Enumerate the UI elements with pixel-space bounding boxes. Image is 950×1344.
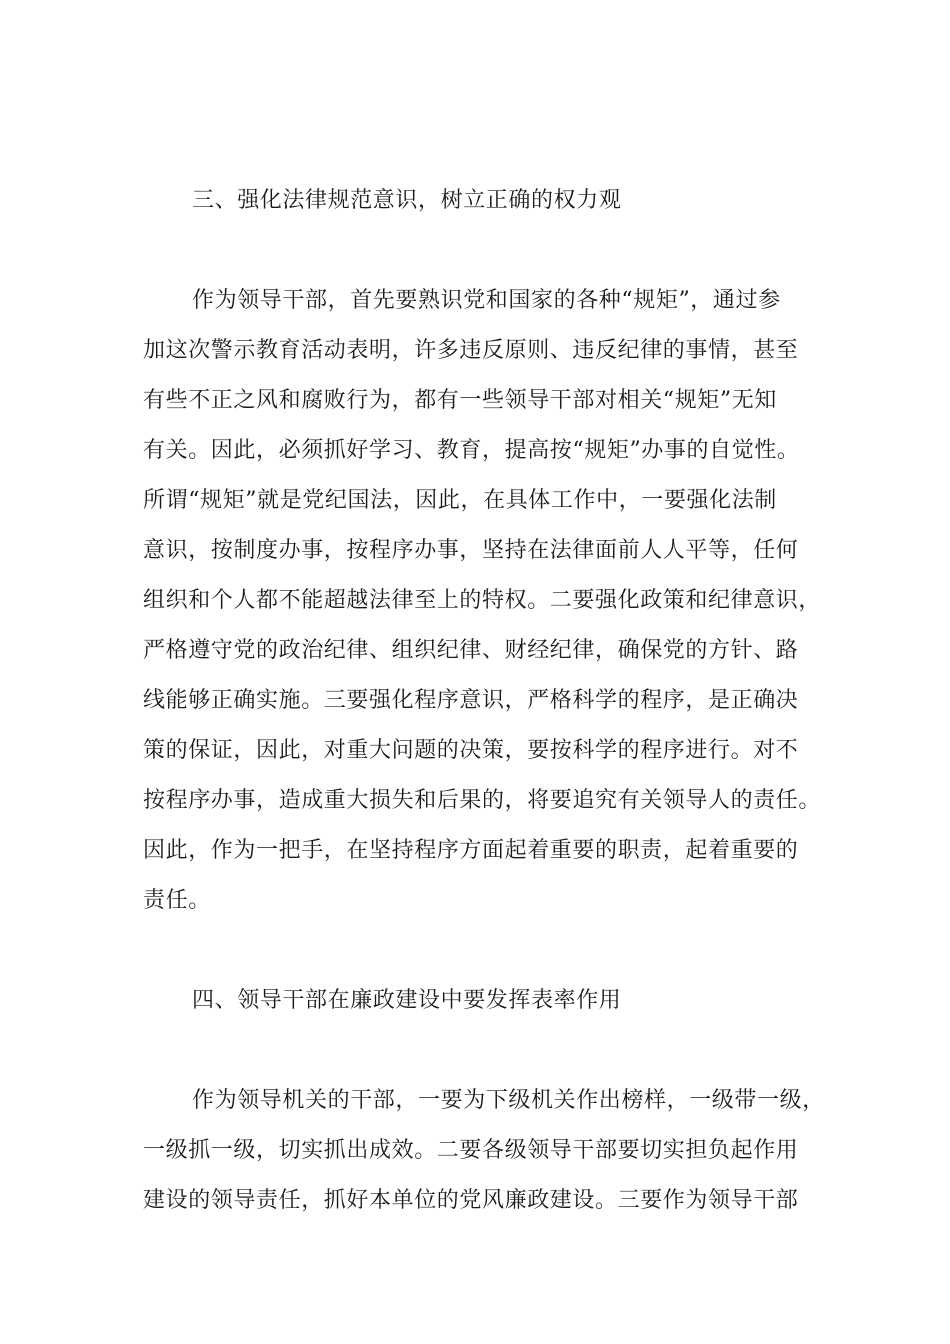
paragraph-line: 有些不正之风和腐败行为，都有一些领导干部对相关“规矩”无知 (143, 388, 777, 413)
paragraph-line: 组织和个人都不能超越法律至上的特权。二要强化政策和纪律意识， (143, 588, 822, 613)
paragraph-line: 严格遵守党的政治纪律、组织纪律、财经纪律，确保党的方针、路 (143, 638, 799, 663)
paragraph-line: 按程序办事，造成重大损失和后果的，将要追究有关领导人的责任。 (143, 788, 822, 813)
paragraph-line: 策的保证，因此，对重大问题的决策，要按科学的程序进行。对不 (143, 738, 799, 763)
paragraph-line: 线能够正确实施。三要强化程序意识，严格科学的程序，是正确决 (143, 688, 799, 713)
paragraph-line: 作为领导干部，首先要熟识党和国家的各种“规矩”，通过参 (192, 288, 781, 313)
section-3-heading: 三、强化法律规范意识，树立正确的权力观 (192, 188, 622, 213)
paragraph-line: 有关。因此，必须抓好学习、教育，提高按“规矩”办事的自觉性。 (143, 438, 800, 463)
paragraph-line: 建设的领导责任，抓好本单位的党风廉政建设。三要作为领导干部 (143, 1188, 799, 1213)
paragraph-line: 加这次警示教育活动表明，许多违反原则、违反纪律的事情，甚至 (143, 338, 799, 363)
paragraph-line: 一级抓一级，切实抓出成效。二要各级领导干部要切实担负起作用 (143, 1138, 799, 1163)
section-4-heading: 四、领导干部在廉政建设中要发挥表率作用 (192, 988, 622, 1013)
paragraph-line: 因此，作为一把手，在坚持程序方面起着重要的职责，起着重要的 (143, 838, 799, 863)
paragraph-line: 作为领导机关的干部，一要为下级机关作出榜样，一级带一级， (192, 1088, 825, 1113)
paragraph-line: 责任。 (143, 888, 211, 913)
paragraph-line: 所谓“规矩”就是党纪国法，因此，在具体工作中，一要强化法制 (143, 488, 777, 513)
paragraph-line: 意识，按制度办事，按程序办事，坚持在法律面前人人平等，任何 (143, 538, 799, 563)
